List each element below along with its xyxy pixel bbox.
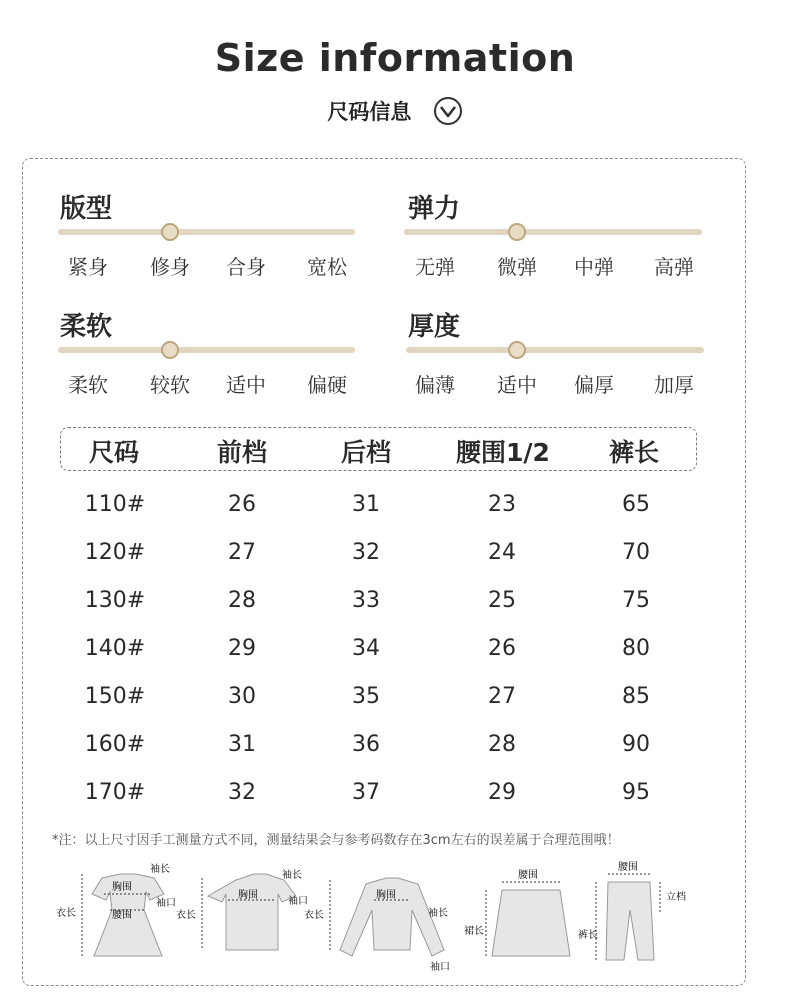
table-cell: 24	[488, 540, 516, 565]
dress-sleeve-label: 袖长	[150, 864, 170, 875]
table-cell: 75	[622, 588, 650, 613]
table-cell: 36	[352, 732, 380, 757]
tshirt-figure	[208, 874, 296, 950]
elasticity-option: 高弹	[654, 255, 694, 279]
dress-waist-label: 腰围	[112, 910, 132, 921]
elasticity-label: 弹力	[408, 194, 461, 224]
table-cell: 29	[488, 780, 516, 805]
thickness-option: 偏厚	[574, 373, 614, 397]
header-size: 尺码	[88, 438, 139, 467]
thickness-slider-knob	[508, 341, 526, 359]
page-title: Size information	[214, 36, 576, 80]
skirt-figure	[492, 890, 570, 956]
table-cell: 90	[622, 732, 650, 757]
table-cell: 140#	[84, 636, 146, 661]
pants-rise-label: 立档	[666, 892, 686, 903]
thickness-option: 加厚	[654, 373, 694, 397]
dress-chest-label: 胸围	[112, 882, 132, 893]
fit-option: 紧身	[68, 255, 108, 279]
elasticity-option: 微弹	[497, 255, 537, 279]
page-subtitle	[0, 96, 790, 128]
table-cell: 35	[352, 684, 380, 709]
pants-figure	[606, 882, 654, 960]
table-cell: 120#	[84, 540, 146, 565]
table-cell: 27	[228, 540, 256, 565]
header-half-waist: 腰围1/2	[456, 438, 550, 467]
table-cell: 27	[488, 684, 516, 709]
table-cell: 31	[352, 492, 380, 517]
table-cell: 32	[228, 780, 256, 805]
tshirt-length-label: 衣长	[176, 910, 196, 921]
sweater-chest-label: 胸围	[376, 890, 396, 901]
table-cell: 26	[488, 636, 516, 661]
thickness-option: 适中	[497, 373, 537, 397]
skirt-waist-label: 腰围	[518, 870, 538, 881]
softness-option: 适中	[226, 373, 266, 397]
table-cell: 29	[228, 636, 256, 661]
table-cell: 31	[228, 732, 256, 757]
softness-slider-knob	[161, 341, 179, 359]
table-cell: 65	[622, 492, 650, 517]
fit-option: 宽松	[307, 255, 347, 279]
table-cell: 130#	[84, 588, 146, 613]
table-cell: 95	[622, 780, 650, 805]
pants-length-label: 裤长	[578, 930, 598, 941]
table-cell: 70	[622, 540, 650, 565]
fit-option: 合身	[226, 255, 266, 279]
table-cell: 170#	[84, 780, 146, 805]
table-cell: 150#	[84, 684, 146, 709]
table-cell: 34	[352, 636, 380, 661]
softness-label: 柔软	[60, 312, 113, 342]
tshirt-sleeve-label: 袖长	[282, 870, 302, 881]
thickness-option: 偏薄	[415, 373, 455, 397]
softness-option: 偏硬	[307, 373, 347, 397]
header-pants-length: 裤长	[608, 438, 659, 467]
measurement-guide	[40, 860, 740, 980]
table-cell: 28	[488, 732, 516, 757]
dress-length-label: 衣长	[56, 908, 76, 919]
table-cell: 30	[228, 684, 256, 709]
table-cell: 85	[622, 684, 650, 709]
measurement-note: *注：以上尺寸因手工测量方式不同，测量结果会与参考码数存在3cm左右的误差属于合理范围哦！	[52, 833, 620, 848]
fit-slider-knob	[161, 223, 179, 241]
elasticity-slider-track	[404, 229, 702, 235]
sweater-cuff-label: 袖口	[430, 962, 450, 973]
table-cell: 28	[228, 588, 256, 613]
subtitle-text: 尺码信息	[327, 100, 412, 124]
table-cell: 26	[228, 492, 256, 517]
sweater-length-label: 衣长	[304, 910, 324, 921]
dress-cuff-label: 袖口	[156, 898, 176, 909]
fit-option: 修身	[150, 255, 190, 279]
table-cell: 37	[352, 780, 380, 805]
table-cell: 160#	[84, 732, 146, 757]
table-cell: 25	[488, 588, 516, 613]
table-cell: 33	[352, 588, 380, 613]
thickness-slider-track	[406, 347, 704, 353]
fit-slider-track	[58, 229, 355, 235]
pants-waist-label: 腰围	[618, 862, 638, 873]
tshirt-cuff-label: 袖口	[288, 896, 308, 907]
header-front-rise: 前档	[216, 438, 267, 467]
tshirt-chest-label: 胸围	[238, 890, 258, 901]
table-cell: 32	[352, 540, 380, 565]
skirt-length-label: 裙长	[464, 926, 484, 937]
table-cell: 110#	[84, 492, 146, 517]
elasticity-slider-knob	[508, 223, 526, 241]
fit-label: 版型	[60, 194, 113, 224]
header-back-rise: 后档	[340, 438, 391, 467]
elasticity-option: 中弹	[574, 255, 614, 279]
table-cell: 80	[622, 636, 650, 661]
sweater-sleeve-label: 袖长	[428, 908, 448, 919]
chevron-down-icon	[433, 96, 463, 126]
softness-option: 柔软	[68, 373, 108, 397]
thickness-label: 厚度	[408, 312, 461, 342]
softness-option: 较软	[150, 373, 190, 397]
softness-slider-track	[58, 347, 355, 353]
elasticity-option: 无弹	[415, 255, 455, 279]
table-cell: 23	[488, 492, 516, 517]
